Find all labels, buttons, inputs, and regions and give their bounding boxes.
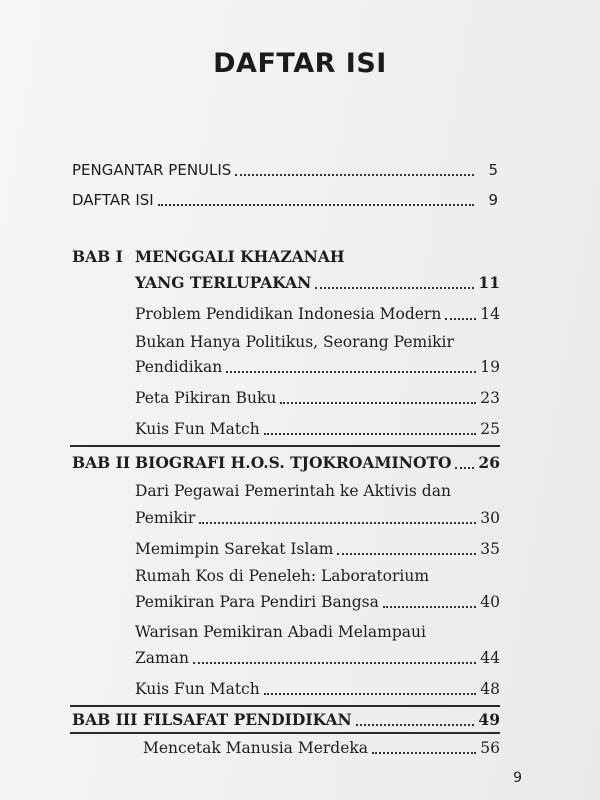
chapter-label: BAB III xyxy=(72,710,138,729)
entry-page: 14 xyxy=(480,305,500,323)
entry-page: 5 xyxy=(488,161,498,179)
toc-entry-pengantar[interactable] xyxy=(72,160,498,180)
entry-text-line1: Rumah Kos di Peneleh: Laboratorium xyxy=(135,567,430,585)
toc-section[interactable] xyxy=(135,648,500,668)
entry-page: 48 xyxy=(480,680,500,698)
toc-section[interactable] xyxy=(135,539,500,559)
entry-text: Kuis Fun Match xyxy=(135,420,260,438)
dot-leader xyxy=(337,541,476,555)
chapter-page: 49 xyxy=(478,710,500,729)
toc-section[interactable] xyxy=(135,304,500,324)
entry-text: Pemikir xyxy=(135,509,196,527)
entry-page: 9 xyxy=(488,191,498,209)
entry-text: Peta Pikiran Buku xyxy=(135,389,277,407)
dot-leader xyxy=(455,455,474,469)
dot-leader xyxy=(356,712,475,726)
entry-page: 56 xyxy=(480,739,500,757)
toc-section[interactable] xyxy=(135,508,500,528)
chapter-heading-bab-3[interactable] xyxy=(143,710,500,730)
chapter-divider xyxy=(70,732,500,734)
entry-text: DAFTAR ISI xyxy=(72,191,154,209)
dot-leader xyxy=(235,162,474,176)
entry-text: Zaman xyxy=(135,649,189,667)
chapter-title: BIOGRAFI H.O.S. TJOKROAMINOTO xyxy=(135,453,452,472)
entry-page: 44 xyxy=(480,649,500,667)
entry-page: 23 xyxy=(480,389,500,407)
dot-leader xyxy=(383,594,476,608)
entry-text: Pemikiran Para Pendiri Bangsa xyxy=(135,593,379,611)
page-number: 9 xyxy=(513,770,522,786)
chapter-divider xyxy=(70,705,500,707)
dot-leader xyxy=(264,421,476,435)
toc-section[interactable] xyxy=(135,357,500,377)
dot-leader xyxy=(193,650,476,664)
toc-section[interactable] xyxy=(143,738,500,758)
toc-entry-daftar-isi[interactable] xyxy=(72,190,498,210)
entry-text-line1: Bukan Hanya Politikus, Seorang Pemikir xyxy=(135,333,454,351)
entry-page: 40 xyxy=(480,593,500,611)
page-title: DAFTAR ISI xyxy=(213,48,387,79)
dot-leader xyxy=(264,681,476,695)
chapter-heading-bab-1[interactable] xyxy=(135,273,500,293)
entry-page: 35 xyxy=(480,540,500,558)
chapter-page: 26 xyxy=(478,453,500,472)
entry-page: 30 xyxy=(480,509,500,527)
toc-section[interactable] xyxy=(135,679,500,699)
chapter-title: FILSAFAT PENDIDIKAN xyxy=(143,710,352,729)
entry-text: Memimpin Sarekat Islam xyxy=(135,540,334,558)
dot-leader xyxy=(372,740,476,754)
entry-page: 25 xyxy=(480,420,500,438)
toc-section[interactable] xyxy=(135,592,500,612)
chapter-title-line1: MENGGALI KHAZANAH xyxy=(135,247,345,266)
chapter-page: 11 xyxy=(478,273,500,292)
entry-text: Kuis Fun Match xyxy=(135,680,260,698)
toc-section[interactable] xyxy=(135,419,500,439)
chapter-title-line2: YANG TERLUPAKAN xyxy=(135,273,312,292)
dot-leader xyxy=(280,390,476,404)
chapter-label: BAB II xyxy=(72,453,131,472)
entry-text: Problem Pendidikan Indonesia Modern xyxy=(135,305,442,323)
entry-page: 19 xyxy=(480,358,500,376)
dot-leader xyxy=(158,192,474,206)
entry-text: Pendidikan xyxy=(135,358,223,376)
dot-leader xyxy=(226,359,476,373)
entry-text-line1: Dari Pegawai Pemerintah ke Aktivis dan xyxy=(135,482,451,500)
dot-leader xyxy=(445,306,476,320)
entry-text-line1: Warisan Pemikiran Abadi Melampaui xyxy=(135,623,426,641)
chapter-heading-bab-2[interactable] xyxy=(135,453,500,473)
chapter-divider xyxy=(70,445,500,447)
toc-section[interactable] xyxy=(135,388,500,408)
dot-leader xyxy=(199,510,476,524)
chapter-label: BAB I xyxy=(72,247,123,266)
entry-text: Mencetak Manusia Merdeka xyxy=(143,739,369,757)
entry-text: PENGANTAR PENULIS xyxy=(72,161,232,179)
dot-leader xyxy=(315,275,474,289)
